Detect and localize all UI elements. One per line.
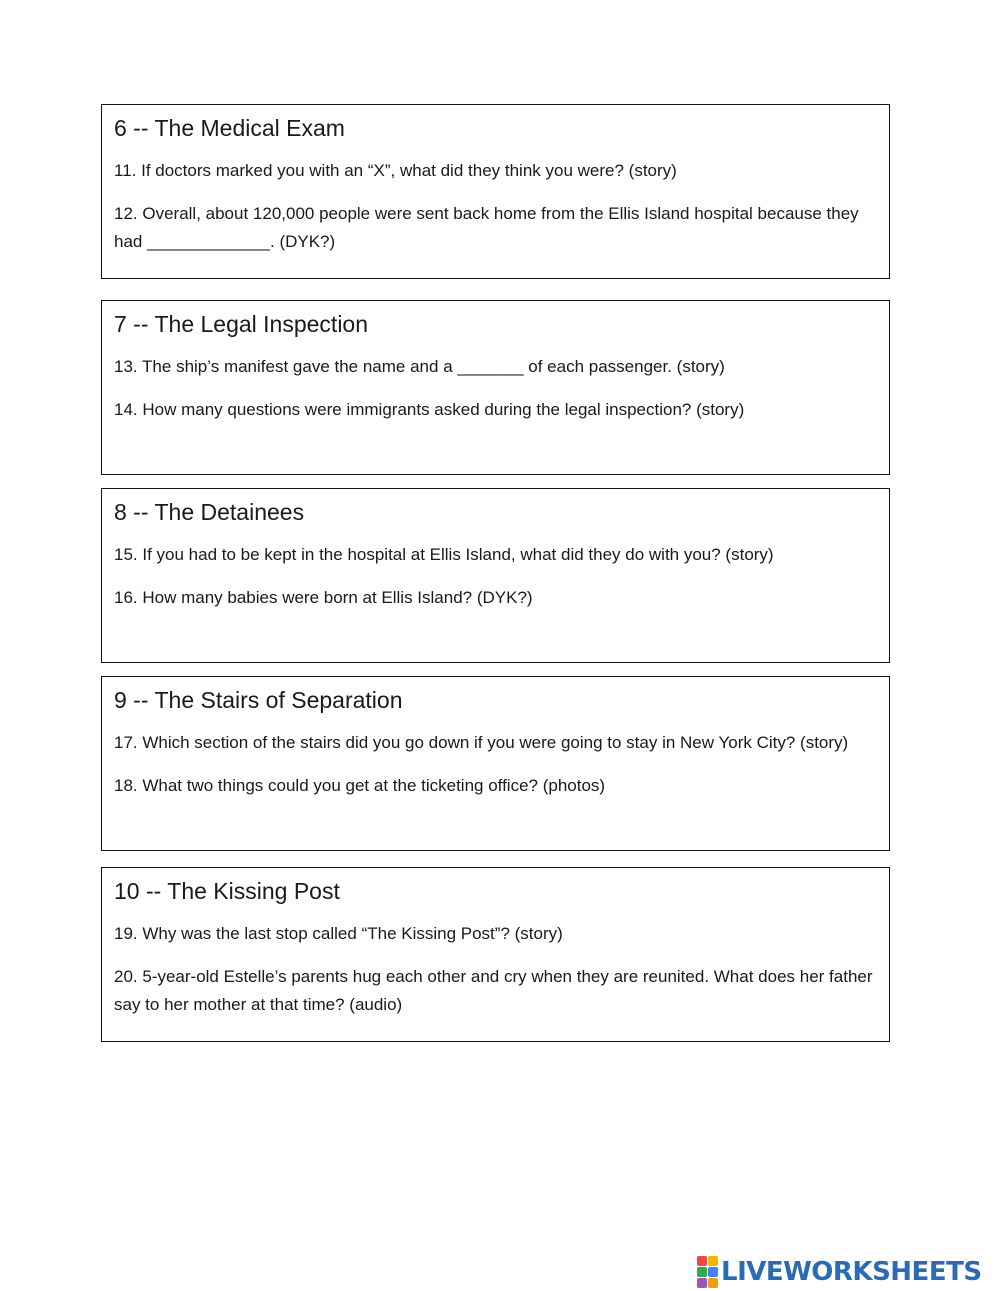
section-kissing-post	[101, 867, 890, 1042]
section-medical-exam	[101, 104, 890, 279]
logo-text: LIVEWORKSHEETS	[721, 1257, 982, 1287]
section-title: 9 -- The Stairs of Separation	[114, 687, 403, 713]
question-19: 19. Why was the last stop called “The Kissing Post”? (story)	[114, 924, 563, 943]
section-detainees	[101, 488, 890, 663]
question-14: 14. How many questions were immigrants asked during the legal inspection? (story)	[114, 400, 745, 419]
question-12: 12. Overall, about 120,000 people were sent back home from the Ellis Island hospital because they had _____________. (DYK?)	[114, 204, 859, 251]
logo-block	[708, 1256, 718, 1266]
liveworksheets-logo	[697, 1257, 982, 1287]
question-18: 18. What two things could you get at the ticketing office? (photos)	[114, 776, 606, 795]
section-stairs-of-separation	[101, 676, 890, 851]
logo-block	[697, 1278, 707, 1288]
question-20: 20. 5-year-old Estelle’s parents hug each other and cry when they are reunited. What does her father say to her mother at that time? (audio)	[114, 967, 873, 1014]
section-title: 10 -- The Kissing Post	[114, 878, 340, 904]
question-15: 15. If you had to be kept in the hospital at Ellis Island, what did they do with you? (story)	[114, 545, 774, 564]
question-16: 16. How many babies were born at Ellis Island? (DYK?)	[114, 588, 533, 607]
logo-block	[708, 1278, 718, 1288]
logo-block	[697, 1256, 707, 1266]
logo-block	[697, 1267, 707, 1277]
section-legal-inspection	[101, 300, 890, 475]
section-title: 8 -- The Detainees	[114, 499, 305, 525]
logo-block	[708, 1267, 718, 1277]
section-title: 6 -- The Medical Exam	[114, 115, 345, 141]
question-11: 11. If doctors marked you with an “X”, what did they think you were? (story)	[114, 161, 677, 180]
logo-blocks-icon	[697, 1256, 718, 1288]
section-title: 7 -- The Legal Inspection	[114, 311, 369, 337]
question-13: 13. The ship’s manifest gave the name and a _______ of each passenger. (story)	[114, 357, 725, 376]
question-17: 17. Which section of the stairs did you go down if you were going to stay in New York City? (story)	[114, 733, 849, 752]
